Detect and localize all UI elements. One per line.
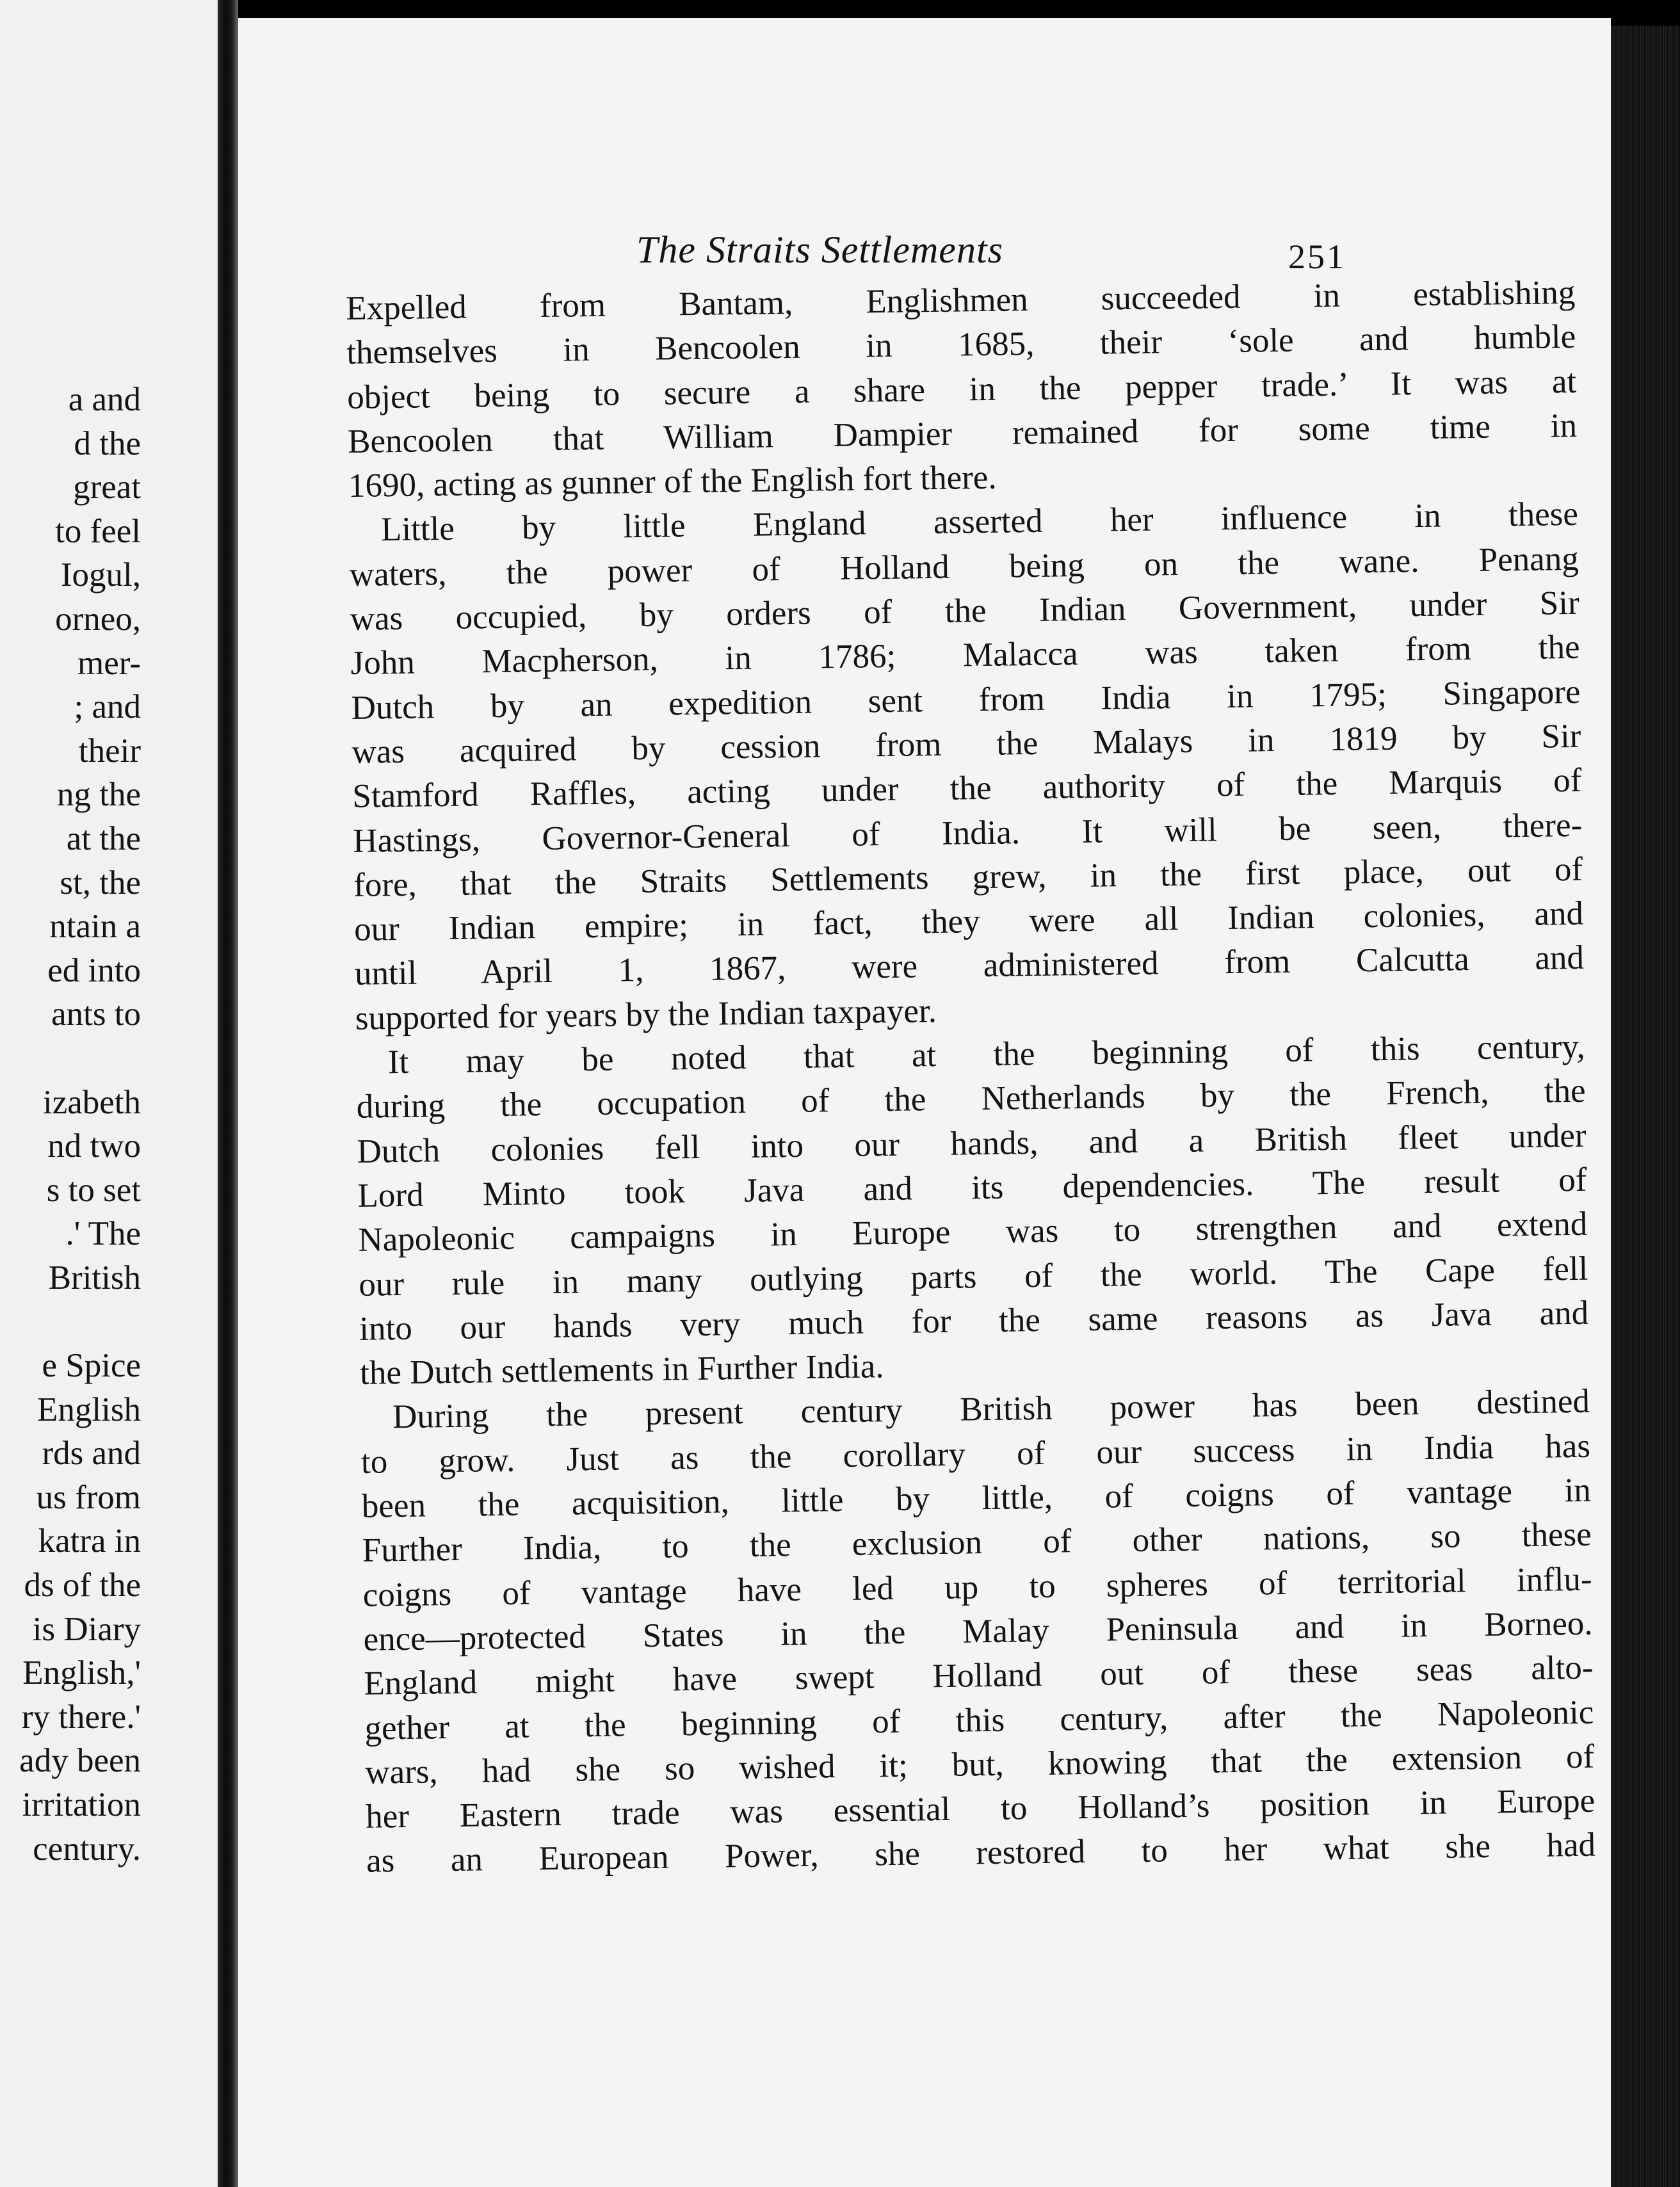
left-page-line: century. bbox=[33, 1830, 141, 1868]
left-page-line: ds of the bbox=[24, 1567, 141, 1604]
left-page-line: e Spice bbox=[42, 1347, 141, 1385]
text-line: during the occupation of the Netherlands by the French, the bbox=[356, 1072, 1586, 1126]
text-line: our Indian empire; in fact, they were all Indian colonies, and bbox=[353, 894, 1584, 949]
left-page-line: ntain a bbox=[49, 908, 141, 946]
right-page bbox=[238, 18, 1611, 2187]
text-line: gether at the beginning of this century, after the Napoleonic bbox=[364, 1693, 1594, 1747]
left-page-gap bbox=[0, 1037, 141, 1081]
left-page-gap bbox=[0, 1300, 141, 1344]
left-page-line: izabeth bbox=[42, 1083, 141, 1121]
left-page-line: ady been bbox=[19, 1742, 141, 1780]
left-page-line: ry there.' bbox=[21, 1698, 141, 1736]
left-page-line: ng the bbox=[57, 776, 141, 814]
left-page bbox=[0, 0, 218, 2187]
paragraph bbox=[346, 271, 1578, 509]
text-line: Lord Minto took Java and its dependencies. The result of bbox=[357, 1161, 1587, 1215]
text-line: Napoleonic campaigns in Europe was to strengthen and extend bbox=[358, 1205, 1588, 1259]
left-page-line: to feel bbox=[55, 512, 141, 550]
text-line: England might have swept Holland out of these seas alto- bbox=[364, 1649, 1594, 1703]
text-line: It may be noted that at the beginning of this century, bbox=[387, 1028, 1586, 1081]
text-line: Further India, to the exclusion of other nations, so these bbox=[362, 1516, 1592, 1570]
text-line: 1690, acting as gunner of the English fort there. bbox=[348, 458, 997, 505]
left-page-line: a and bbox=[68, 381, 141, 418]
left-page-line: mer- bbox=[77, 644, 141, 682]
text-line: into our hands very much for the same reasons as Java and bbox=[359, 1294, 1589, 1348]
left-page-line: great bbox=[73, 469, 141, 506]
body-text bbox=[346, 271, 1595, 1884]
paragraph bbox=[360, 1380, 1596, 1884]
text-line: our rule in many outlying parts of the world. The Cape fell bbox=[359, 1250, 1588, 1303]
text-line: Dutch colonies fell into our hands, and a British fleet under bbox=[357, 1117, 1587, 1170]
text-line: to grow. Just as the corollary of our success in India has bbox=[360, 1427, 1591, 1481]
text-line: was occupied, by orders of the Indian Government, under Sir bbox=[350, 584, 1580, 638]
text-line: themselves in Bencoolen in 1685, their ‘sole and humble bbox=[346, 318, 1576, 372]
left-page-line: nd two bbox=[47, 1127, 141, 1165]
text-line: was acquired by cession from the Malays in 1819 by Sir bbox=[351, 717, 1581, 771]
left-page-line: orneo, bbox=[55, 600, 141, 638]
left-page-line: irritation bbox=[22, 1786, 141, 1823]
paragraph bbox=[349, 492, 1585, 1041]
book-gutter bbox=[218, 0, 238, 2187]
left-page-line: s to set bbox=[46, 1171, 141, 1209]
text-line: John Macpherson, in 1786; Malacca was taken from the bbox=[350, 629, 1580, 682]
left-page-line: .' The bbox=[65, 1215, 141, 1253]
text-line: waters, the power of Holland being on the wane. Penang bbox=[349, 540, 1579, 593]
text-line: object being to secure a share in the pepper trade.’ It was at bbox=[346, 362, 1577, 416]
left-page-line: us from bbox=[36, 1478, 141, 1516]
left-page-line: katra in bbox=[38, 1522, 141, 1560]
left-page-line: Iogul, bbox=[60, 556, 141, 594]
text-line: coigns of vantage have led up to spheres of territorial influ- bbox=[362, 1560, 1592, 1614]
paragraph bbox=[355, 1025, 1589, 1396]
text-line: until April 1, 1867, were administered from Calcutta and bbox=[354, 939, 1585, 993]
text-line: Dutch by an expedition sent from India in 1795; Singapore bbox=[351, 673, 1581, 727]
left-page-line: their bbox=[78, 732, 141, 770]
text-line: been the acquisition, little by little, of coigns of vantage in bbox=[361, 1471, 1592, 1525]
left-page-line: British bbox=[48, 1259, 141, 1296]
text-line: fore, that the Straits Settlements grew, in the first place, out of bbox=[353, 850, 1583, 904]
left-page-line: English,' bbox=[22, 1654, 141, 1692]
left-page-line: at the bbox=[66, 819, 141, 857]
text-line: as an European Power, she restored to her what she had bbox=[366, 1827, 1596, 1880]
text-line: ence—protected States in the Malay Peninsula and in Borneo. bbox=[363, 1604, 1593, 1658]
page-edges bbox=[1601, 26, 1680, 2187]
left-page-line: ed into bbox=[47, 951, 141, 989]
text-line: the Dutch settlements in Further India. bbox=[359, 1348, 884, 1392]
left-page-line: is Diary bbox=[32, 1610, 141, 1648]
left-page-line: st, the bbox=[60, 864, 141, 901]
left-page-line: ants to bbox=[51, 996, 141, 1033]
running-title: The Straits Settlements bbox=[636, 229, 1003, 271]
left-page-line: English bbox=[37, 1391, 141, 1428]
text-line: Hastings, Governor-General of India. It will be seen, there- bbox=[352, 806, 1583, 860]
page-number: 251 bbox=[1288, 238, 1346, 276]
text-line: During the present century British power has been destined bbox=[392, 1383, 1590, 1436]
text-line: her Eastern trade was essential to Holland’s position in Europe bbox=[365, 1782, 1595, 1836]
left-page-line: d the bbox=[74, 424, 141, 462]
text-line: Expelled from Bantam, Englishmen succeeded in establishing bbox=[346, 273, 1576, 327]
left-page-line: ; and bbox=[74, 688, 141, 726]
text-line: supported for years by the Indian taxpayer. bbox=[355, 992, 937, 1037]
text-line: Little by little England asserted her influence in these bbox=[380, 496, 1579, 549]
running-head bbox=[238, 223, 1611, 274]
left-page-line: rds and bbox=[42, 1435, 141, 1473]
text-line: Bencoolen that William Dampier remained for some time in bbox=[347, 407, 1578, 460]
left-page-text bbox=[0, 378, 141, 1871]
text-line: wars, had she so wished it; but, knowing that the extension of bbox=[364, 1738, 1595, 1791]
text-line: Stamford Raffles, acting under the authority of the Marquis of bbox=[352, 762, 1582, 816]
